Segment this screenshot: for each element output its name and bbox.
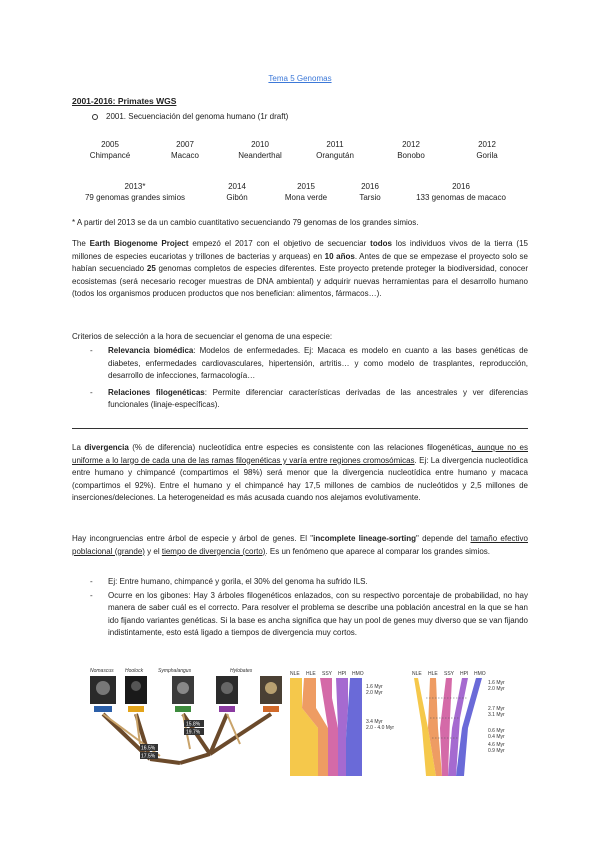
timeline-species: Mona verde <box>284 193 328 202</box>
genus-color-box <box>94 706 112 712</box>
timeline-year: 2010 <box>251 140 269 149</box>
percentage-label: 19.7% <box>186 729 201 736</box>
genus-color-box <box>219 706 235 712</box>
timeline-item <box>345 181 395 203</box>
timeline-item <box>210 181 264 203</box>
divergence-time: 1.6 Myr <box>488 680 505 686</box>
taxon-label: HLE <box>306 671 316 677</box>
timeline-year: 2015 <box>297 182 315 191</box>
taxon-label: SSY <box>322 671 333 677</box>
taxon-label: HPI <box>460 671 469 677</box>
ils-list <box>90 576 528 644</box>
timeline-species: Gorila <box>476 151 498 160</box>
criteria-list <box>90 345 528 416</box>
percentage-label: 15.8% <box>186 721 201 728</box>
timeline-species: 79 genomas grandes simios <box>84 193 186 202</box>
taxon-label: HLE <box>428 671 438 677</box>
genus-label: Nomascus <box>90 668 114 674</box>
paragraph-ils: Hay incongruencias entre árbol de especie y árbol de genes. El "incomplete lineage-sorting" depende del tamaño efectivo poblacional (grande) y el tiempo de divergencia (corto). Es un fenómeno que aparece al comparar los grandes simios. <box>72 534 528 556</box>
list-item: - Ocurre en los gibones: Hay 3 árboles filogenéticos enlazados, con su respectivo porcentaje de probabilidad, no hay manera de saber cuál es el correcto. Para resolver el problema se describe una población ancestral en la que se han ido fijando variantes genéticas. Si la base es ancha significa que hay un pool de genes muy diverso que se van fijando indistintamente, esto está ligado a tiempos de divergencia muy cortos. <box>90 590 528 638</box>
gene-trees-figure <box>408 668 518 776</box>
gibbon-face-icon <box>221 682 233 694</box>
divergence-time: 2.0 Myr <box>366 690 383 696</box>
list-item: - Ej: Entre humano, chimpancé y gorila, el 30% del genoma ha sufrido ILS. <box>90 577 368 586</box>
timeline-item <box>380 139 442 161</box>
paragraph-biogenome: The Earth Biogenome Project empezó el 2017 con el objetivo de secuenciar todos los individuos vivos de la tierra (15 millones de especies eucariotas y trillones de bacterias y arqueas) en 10 años. Antes de que se empezase el proyecto solo se habían secuenciado 25 genomas completos de especies diferentes. Este proyecto pretende proteger la biodiversidad, conocer ecosistemas (será necesario recoger muestras de DNA ambiental) y adquirir nuevas herramientas para el desarrollo humano (todos los organismos producen productos que nos benefician: alimentos, fármacos…). <box>72 239 529 299</box>
bullet-item <box>92 112 288 121</box>
lineage-band <box>346 678 362 776</box>
gibbon-phylogeny-figure <box>80 664 290 764</box>
timeline-item <box>302 139 368 161</box>
genus-label: Hoolock <box>125 668 144 674</box>
percentage-label: 16.5% <box>141 745 156 752</box>
genus-color-box <box>175 706 191 712</box>
circle-bullet-icon <box>92 114 98 120</box>
timeline-species: Tarsio <box>359 193 381 202</box>
taxon-label: NLE <box>290 671 300 677</box>
gibbon-face-icon <box>96 681 110 695</box>
timeline-year: 2007 <box>176 140 194 149</box>
timeline-year: 2013* <box>124 182 146 191</box>
genus-color-box <box>128 706 144 712</box>
divergence-time: 3.1 Myr <box>488 712 505 718</box>
timeline-item <box>155 139 215 161</box>
species-tree-colored-figure <box>288 668 395 776</box>
divergence-time: 2.0 Myr <box>488 686 505 692</box>
timeline-species: Orangután <box>316 151 354 160</box>
divergence-time: 0.9 Myr <box>488 748 505 754</box>
timeline-year: 2016 <box>361 182 379 191</box>
timeline-item <box>458 139 516 161</box>
divergence-time: 2.7 Myr <box>488 706 505 712</box>
percentage-label: 17.5% <box>141 753 156 760</box>
timeline-item <box>274 181 338 203</box>
timeline-year: 2012 <box>478 140 496 149</box>
divergence-time: 4.6 Myr <box>488 742 505 748</box>
genus-label: Hylobates <box>230 668 253 674</box>
list-item: - Relaciones filogenéticas: Permite diferenciar características derivadas de las ancestrales y ver diferencias funcionales (linaje-específicas). <box>90 387 528 410</box>
taxon-label: SSY <box>444 671 455 677</box>
gibbon-face-icon <box>131 681 141 691</box>
taxon-label: HMO <box>474 671 486 677</box>
taxon-label: HMO <box>352 671 364 677</box>
footnote: * A partir del 2013 se da un cambio cuantitativo secuenciando 79 genomas de los grandes simios. <box>72 218 419 227</box>
timeline-species: 133 genomas de macaco <box>416 193 506 202</box>
list-item: - Relevancia biomédica: Modelos de enfermedades. Ej: Macaca es modelo en cuanto a las bases genéticas de diabetes, enfermedades cardiovasculares, hipertensión, artritis… y como modelo de trasplantes, reproducción, desarrollo de infecciones, farmacología… <box>90 346 528 381</box>
divergence-time: 2.0 - 4.0 Myr <box>366 725 395 731</box>
timeline-year: 2005 <box>101 140 119 149</box>
section-heading: 2001-2016: Primates WGS <box>72 96 177 106</box>
divergence-time: 1.6 Myr <box>366 684 383 690</box>
divergence-time: 0.4 Myr <box>488 734 505 740</box>
divergence-time: 0.6 Myr <box>488 728 505 734</box>
genus-color-box <box>263 706 279 712</box>
timeline-species: Neanderthal <box>238 151 282 160</box>
genus-label: Symphalangus <box>158 668 192 674</box>
bullet-text: 2001. Secuenciación del genoma humano (1r draft) <box>106 112 289 121</box>
timeline-species: Gibón <box>226 193 248 202</box>
divergence-time: 3.4 Myr <box>366 719 383 725</box>
timeline-item <box>224 139 296 161</box>
timeline-year: 2012 <box>402 140 420 149</box>
taxon-label: NLE <box>412 671 422 677</box>
taxon-label: HPI <box>338 671 347 677</box>
paragraph-divergence: La divergencia (% de diferencia) nucleotídica entre especies es consistente con las relaciones filogenéticas, aunque no es uniforme a lo largo de cada una de las ramas filogenéticas y varía entre regiones cromosómicas. Ej: La divergencia nucleotídica entre humano y chimpancé (compartimos el 98%) será menor que la divergencia nucleotídica entre humano y macaca (compartimos el 92%). Entre el humano y el chimpancé hay 17,5 millones de cambios de nucleótidos y 2,5 millones de inserciones/deleciones. La heterogeneidad es más acusada cuando nos alejamos evolutivamente. <box>72 443 529 503</box>
timeline-item <box>400 181 522 203</box>
timeline-year: 2011 <box>326 140 344 149</box>
timeline-year: 2014 <box>228 182 246 191</box>
timeline-item <box>70 181 200 203</box>
gibbon-face-icon <box>265 682 277 694</box>
timeline-species: Bonobo <box>397 151 425 160</box>
page-title: Tema 5 Genomas <box>268 74 332 83</box>
timeline-year: 2016 <box>452 182 470 191</box>
divider <box>72 428 528 429</box>
criteria-intro: Criterios de selección a la hora de secuenciar el genoma de una especie: <box>72 332 333 341</box>
gibbon-face-icon <box>177 682 189 694</box>
timeline-item <box>80 139 140 161</box>
timeline-species: Macaco <box>170 151 199 160</box>
timeline-species: Chimpancé <box>89 151 131 160</box>
